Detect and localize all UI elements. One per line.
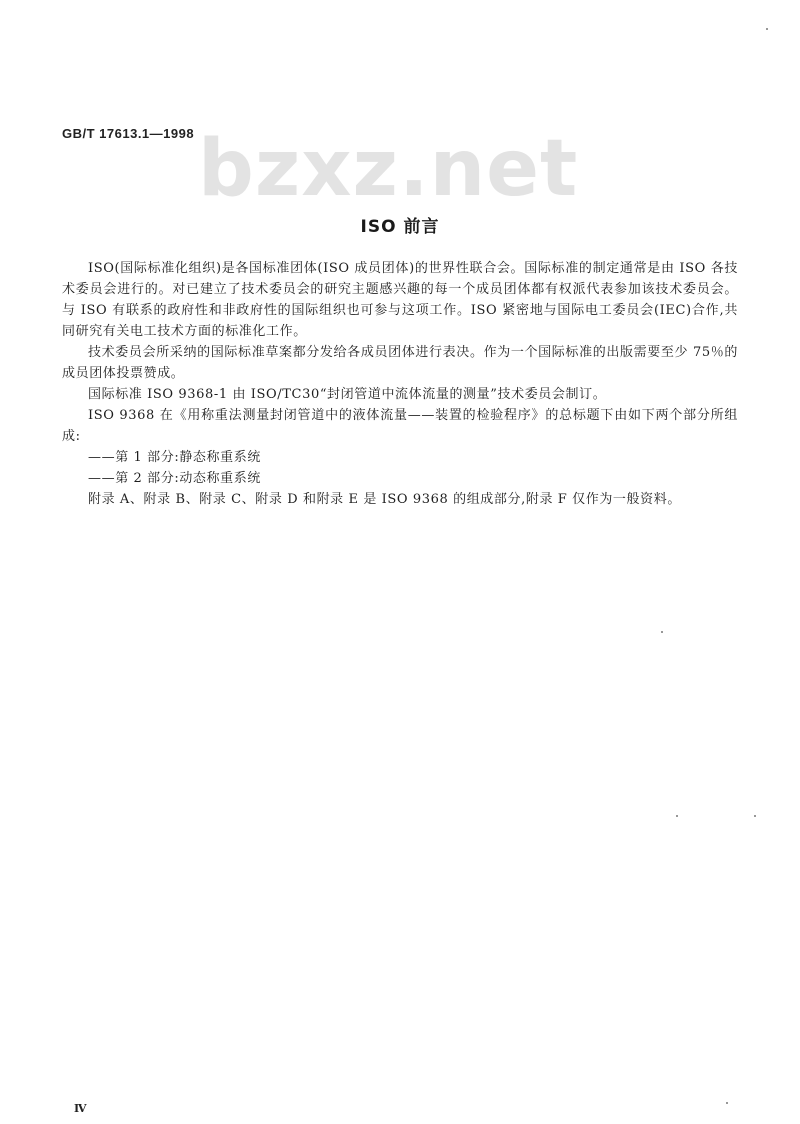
page-number: Ⅳ xyxy=(74,1103,87,1115)
paragraph-parts-intro: ISO 9368 在《用称重法测量封闭管道中的液体流量——装置的检验程序》的总标题下由如下两个部分所组成: xyxy=(62,408,738,444)
document-body xyxy=(62,258,738,510)
paragraph-iso-intro: ISO(国际标准化组织)是各国标准团体(ISO 成员团体)的世界性联合会。国际标准的制定通常是由 ISO 各技术委员会进行的。对已建立了技术委员会的研究主题感兴趣的每一个成员团体都有权派代表参加该技术委员会。与 ISO 有联系的政府性和非政府性的国际组织也可参与这项工作。ISO 紧密地与国际电工委员会(IEC)合作,共同研究有关电工技术方面的标准化工作。 xyxy=(62,261,738,339)
paragraph-annexes: 附录 A、附录 B、附录 C、附录 D 和附录 E 是 ISO 9368 的组成部分,附录 F 仅作为一般资料。 xyxy=(88,492,681,507)
standard-code: GB/T 17613.1—1998 xyxy=(62,126,195,141)
list-item-part-1: ——第 1 部分:静态称重系统 xyxy=(88,450,261,465)
paragraph-tc30: 国际标准 ISO 9368-1 由 ISO/TC30“封闭管道中流体流量的测量”技术委员会制订。 xyxy=(88,387,607,402)
scan-speck xyxy=(661,631,663,633)
paragraph-voting: 技术委员会所采纳的国际标准草案都分发给各成员团体进行表决。作为一个国际标准的出版需要至少 75％的成员团体投票赞成。 xyxy=(62,345,738,381)
scan-speck xyxy=(766,28,768,30)
scan-speck xyxy=(754,815,756,817)
list-item-part-2: ——第 2 部分:动态称重系统 xyxy=(88,471,261,486)
watermark: bzxz.net xyxy=(198,124,579,214)
scan-speck xyxy=(676,815,678,817)
scan-speck xyxy=(726,1102,728,1104)
page-title: ISO 前言 xyxy=(360,217,440,237)
